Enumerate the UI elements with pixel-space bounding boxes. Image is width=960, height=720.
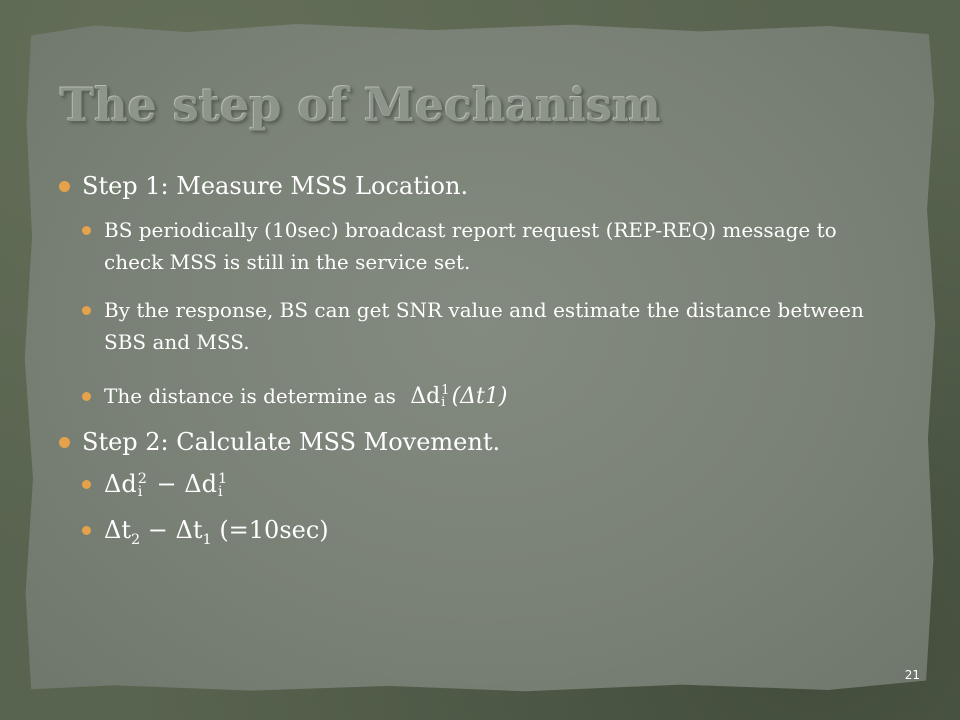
bullet-step-2 bbox=[82, 427, 500, 457]
formula-minus: − bbox=[147, 516, 168, 544]
page-number: 21 bbox=[904, 668, 920, 682]
formula-delta-d: Δd bbox=[410, 384, 441, 409]
bullet-dot-icon bbox=[82, 392, 91, 401]
formula-sub: i bbox=[217, 483, 223, 500]
bullet-dot-icon bbox=[82, 480, 91, 489]
sub-bullet-3-text: The distance is determine as bbox=[104, 384, 396, 408]
formula-delta-d: Δd bbox=[104, 470, 137, 498]
formula-delta-d: Δd bbox=[184, 470, 217, 498]
sub-bullet-1 bbox=[104, 214, 874, 278]
bullet-dot-icon bbox=[82, 306, 91, 315]
formula-sup: 1 bbox=[217, 470, 228, 487]
sub-bullet-2 bbox=[104, 294, 874, 358]
formula-sup: 1 bbox=[441, 383, 450, 399]
time-formula bbox=[104, 514, 329, 556]
formula-sup: 2 bbox=[137, 470, 147, 487]
formula-arg: (Δt1) bbox=[451, 384, 508, 409]
sub-bullet-movement bbox=[104, 468, 229, 501]
formula-delta-t: Δt bbox=[175, 516, 203, 544]
bullet-step-2-text: Step 2: Calculate MSS Movement. bbox=[82, 428, 501, 456]
slide-title: The step of Mechanism bbox=[60, 78, 661, 132]
sub-bullet-time bbox=[104, 514, 329, 556]
formula-sub: 2 bbox=[130, 531, 141, 548]
bullet-step-1-text: Step 1: Measure MSS Location. bbox=[82, 172, 469, 200]
bullet-dot-icon bbox=[59, 437, 70, 448]
distance-formula bbox=[410, 381, 507, 413]
formula-paren: (=10sec) bbox=[219, 516, 329, 544]
formula-sub: i bbox=[137, 483, 143, 500]
bullet-dot-icon bbox=[82, 526, 91, 535]
sub-bullet-1-text: BS periodically (10sec) broadcast report request (REP-REQ) message to check MSS is still in the service set. bbox=[104, 218, 837, 274]
bullet-step-1 bbox=[82, 171, 468, 201]
sub-bullet-3 bbox=[104, 380, 507, 413]
bullet-dot-icon bbox=[82, 226, 91, 235]
formula-sub: 1 bbox=[202, 531, 212, 548]
formula-minus: − bbox=[156, 470, 177, 498]
bullet-dot-icon bbox=[59, 181, 70, 192]
movement-formula bbox=[104, 468, 229, 500]
formula-sub: i bbox=[441, 395, 446, 410]
formula-delta-t: Δt bbox=[104, 516, 131, 544]
sub-bullet-2-text: By the response, BS can get SNR value and estimate the distance between SBS and MSS. bbox=[104, 298, 864, 354]
